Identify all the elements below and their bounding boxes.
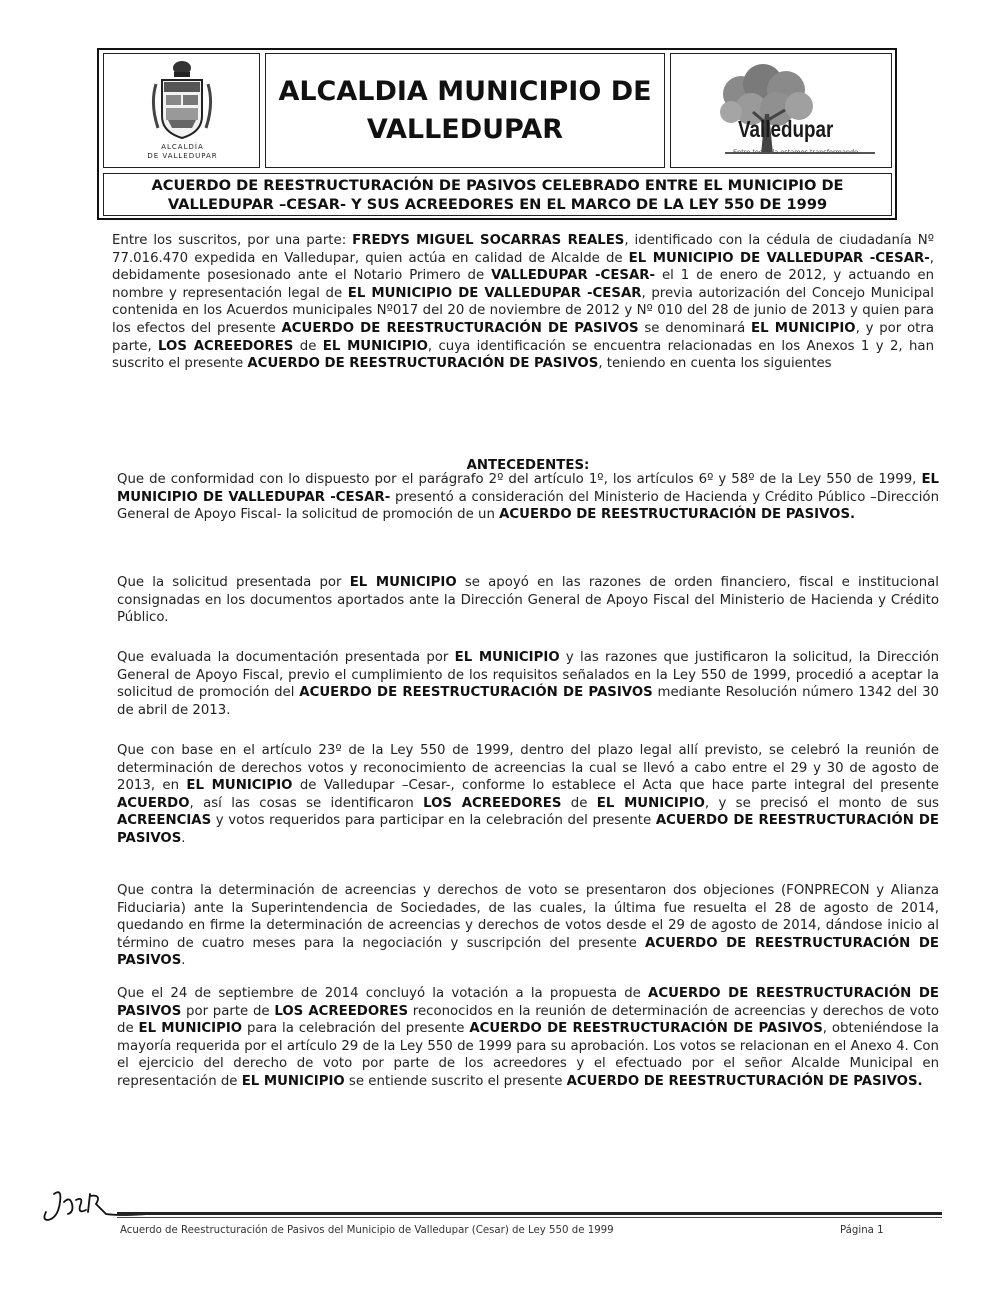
- document-title: [151, 176, 843, 214]
- page-number: Página 1: [840, 1225, 884, 1236]
- paragraph-3: Que evaluada la documentación presentada por EL MUNICIPIO y las razones que justificaron la solicitud, la Dirección General de Apoyo Fiscal, previo el cumplimiento de los requisitos señalados en la Ley 550 de 1999, procedió a aceptar la solicitud de promoción del ACUERDO DE REESTRUCTURACIÓN DE PASIVOS mediante Resolución número 1342 del 30 de abril de 2013.: [117, 650, 939, 718]
- footer-rule: [117, 1212, 942, 1215]
- brand-name: Valledupar: [738, 116, 834, 142]
- intro-paragraph: Entre los suscritos, por una parte: FREDYS MIGUEL SOCARRAS REALES, identificado con la cédula de ciudadanía Nº 77.016.470 expedida en Valledupar, quien actúa en calidad de Alcalde de EL MUNICIPIO DE VALLEDUPAR -CESAR-, debidamente posesionado ante el Notario Primero de VALLEDUPAR -CESAR- el 1 de enero de 2012, y actuando en nombre y representación legal de EL MUNICIPIO DE VALLEDUPAR -CESAR, previa autorización del Concejo Municipal contenida en los Acuerdos municipales Nº017 del 20 de noviembre de 2012 y Nº 010 del 28 de junio de 2013 y quien para los efectos del presente ACUERDO DE REESTRUCTURACIÓN DE PASIVOS se denominará EL MUNICIPIO, y por otra parte, LOS ACREEDORES de EL MUNICIPIO, cuya identificación se encuentra relacionadas en los Anexos 1 y 2, han suscrito el presente ACUERDO DE REESTRUCTURACIÓN DE PASIVOS, teniendo en cuenta los siguientes: [112, 233, 934, 372]
- section-heading: ANTECEDENTES:: [466, 458, 590, 473]
- document-title-line1: ACUERDO DE REESTRUCTURACIÓN DE PASIVOS CELEBRADO ENTRE EL MUNICIPIO DE: [151, 176, 844, 194]
- coat-of-arms-icon: [104, 54, 261, 144]
- logo-caption-line2: DE VALLEDUPAR: [147, 152, 218, 160]
- page-title: [278, 73, 651, 149]
- paragraph-2: Que la solicitud presentada por EL MUNICIPIO se apoyó en las razones de orden financiero, fiscal e institucional consignadas en los documentos aportados ante la Dirección General de Apoyo Fiscal del Ministerio de Hacienda y Crédito Público.: [117, 575, 939, 626]
- paragraph-5: Que contra la determinación de acreencias y derechos de voto se presentaron dos objeciones (FONPRECON y Alianza Fiduciaria) ante la Superintendencia de Sociedades, de las cuales, la última fue resuelta el 28 de agosto de 2014, quedando en firme la determinación de acreencias y derechos de votos desde el 29 de agosto de 2014, dándose inicio al término de cuatro meses para la negociación y suscripción del presente ACUERDO DE REESTRUCTURACIÓN DE PASIVOS.: [117, 883, 939, 969]
- signature-icon: [40, 1180, 150, 1230]
- logo-cell: [103, 53, 260, 168]
- footer-rule-thin: [117, 1217, 942, 1218]
- logo-caption-line1: ALCALDÍA: [161, 143, 204, 151]
- paragraph-4: Que con base en el artículo 23º de la Ley 550 de 1999, dentro del plazo legal allí previsto, se celebró la reunión de determinación de derechos votos y reconocimiento de acreencias la cual se llevó a cabo entre el 29 y 30 de agosto de 2013, en EL MUNICIPIO de Valledupar –Cesar-, conforme lo establece el Acta que hace parte integral del presente ACUERDO, así las cosas se identificaron LOS ACREEDORES de EL MUNICIPIO, y se precisó el monto de sus ACREENCIAS y votos requeridos para participar en la celebración del presente ACUERDO DE REESTRUCTURACIÓN DE PASIVOS.: [117, 743, 939, 846]
- paragraph-1: Que de conformidad con lo dispuesto por el parágrafo 2º del artículo 1º, los artículos 6º y 58º de la Ley 550 de 1999, EL MUNICIPIO DE VALLEDUPAR -CESAR- presentó a consideración del Ministerio de Hacienda y Crédito Público –Dirección General de Apoyo Fiscal- la solicitud de promoción de un ACUERDO DE REESTRUCTURACIÓN DE PASIVOS.: [117, 472, 939, 523]
- brand-cell: [670, 53, 892, 168]
- brand-tagline: Entre todos la estamos transformando: [733, 148, 859, 156]
- paragraph-6: Que el 24 de septiembre de 2014 concluyó la votación a la propuesta de ACUERDO DE REESTRUCTURACIÓN DE PASIVOS por parte de LOS ACREEDORES reconocidos en la reunión de determinación de acreencias y derechos de voto de EL MUNICIPIO para la celebración del presente ACUERDO DE REESTRUCTURACIÓN DE PASIVOS, obteniéndose la mayoría requerida por el artículo 29 de la Ley 550 de 1999 para su aprobación. Los votos se relacionan en el Anexo 4. Con el ejercicio del derecho de voto por parte de los acreedores y el efectuado por el señor Alcalde Municipal en representación de EL MUNICIPIO se entiende suscrito el presente ACUERDO DE REESTRUCTURACIÓN DE PASIVOS.: [117, 986, 940, 1089]
- footer-text: Acuerdo de Reestructuración de Pasivos del Municipio de Valledupar (Cesar) de Ley 550 de 1999: [120, 1225, 614, 1236]
- title-line2: VALLEDUPAR: [366, 113, 564, 145]
- document-title-line2: VALLEDUPAR –CESAR- Y SUS ACREEDORES EN EL MARCO DE LA LEY 550 DE 1999: [167, 195, 828, 213]
- document-title-cell: [103, 173, 892, 216]
- title-cell: [265, 53, 665, 168]
- title-line1: ALCALDIA MUNICIPIO DE: [278, 75, 652, 107]
